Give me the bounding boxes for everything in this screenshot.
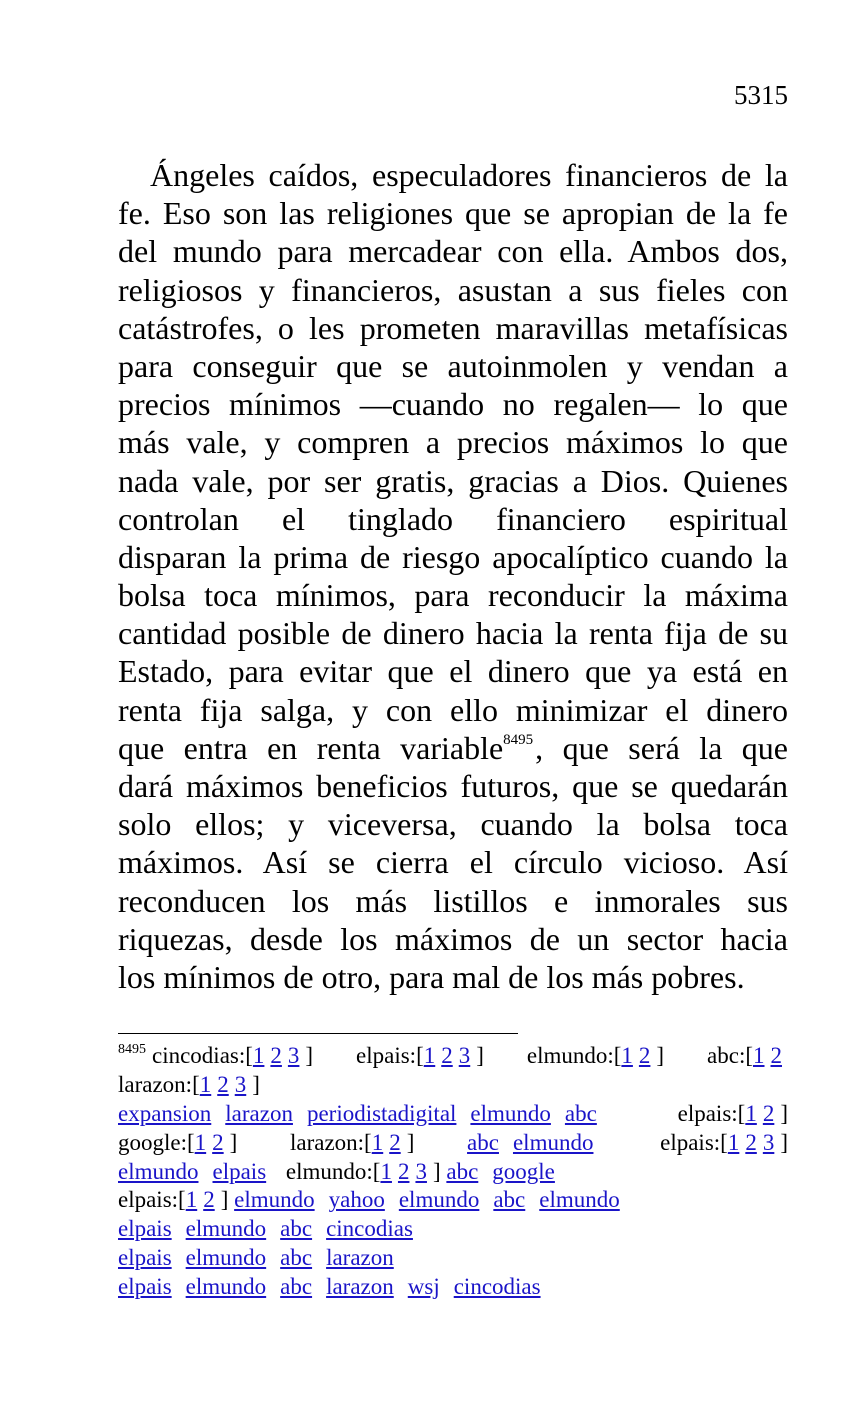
footnote-source-label: larazon:[ [289, 1129, 372, 1155]
paragraph-line: más vale, y compren a precios máximos lo que [118, 424, 788, 461]
paragraph-line: controlan el tinglado financiero espiritual [118, 500, 788, 537]
paragraph-line: fe. Eso son las religiones que se apropian de la fe [118, 195, 788, 232]
footnote-link-elmundo[interactable]: elmundo [234, 1187, 315, 1213]
footnote-source-label: ] [305, 1043, 314, 1068]
line-text-before: que entra en renta variable [118, 729, 504, 766]
footnote-separator [118, 1033, 518, 1034]
footnote-link-abc[interactable]: abc [564, 1100, 597, 1126]
footnote-number-link[interactable]: 2 [770, 1043, 782, 1068]
footnote-number-link[interactable]: 1 [727, 1129, 740, 1155]
footnote-number-link[interactable]: 2 [270, 1043, 282, 1068]
footnote-source-label: cincodias:[ [152, 1043, 253, 1068]
footnote-number-link[interactable]: 2 [397, 1158, 410, 1184]
line-text-after: , que será la que [535, 729, 788, 766]
footnote-link-elmundo[interactable]: elmundo [398, 1187, 480, 1213]
paragraph-line: renta fija salga, y con ello minimizar el dinero [118, 691, 788, 728]
footnote-link-wsj[interactable]: wsj [407, 1274, 440, 1300]
paragraph-line: Estado, para evitar que el dinero que ya está en [118, 653, 788, 690]
footnote-link-periodistadigital[interactable]: periodistadigital [306, 1100, 457, 1126]
paragraph-line: bolsa toca mínimos, para reconducir la máxima [118, 577, 788, 614]
footnote-source-label: elpais:[ [356, 1043, 424, 1068]
footnote-link-abc[interactable]: abc [493, 1187, 526, 1213]
footnote-link-abc[interactable]: abc [280, 1274, 313, 1300]
page-number: 5315 [734, 80, 788, 110]
footnote-link-elmundo[interactable]: elmundo [470, 1100, 551, 1126]
footnote-line [118, 1158, 788, 1187]
footnote-number-link[interactable]: 1 [380, 1158, 392, 1184]
footnote-source-label: elmundo:[ [285, 1158, 381, 1184]
footnote-source-label: elmundo:[ [526, 1043, 622, 1068]
footnote-source-label: elpais:[ [660, 1129, 728, 1155]
footnote-number-link[interactable]: 2 [745, 1129, 757, 1155]
footnote-line [118, 1186, 788, 1215]
paragraph-line: riquezas, desde los máximos de un sector hacia [118, 920, 788, 957]
footnote-link-abc[interactable]: abc [446, 1158, 479, 1184]
footnote-reference[interactable]: 8495 [503, 731, 534, 748]
paragraph-line: máximos. Así se cierra el círculo vicioso. Así [118, 844, 788, 881]
paragraph-line: los mínimos de otro, para mal de los más pobres. [118, 958, 745, 995]
footnote-number-link[interactable]: 2 [217, 1071, 229, 1097]
paragraph-line: religiosos y financieros, asustan a sus fieles con [118, 271, 788, 308]
footnote-source-label: ] [252, 1071, 260, 1097]
footnote-source-label: ] [476, 1043, 484, 1068]
footnote-number-link[interactable]: 1 [621, 1043, 633, 1068]
footnote-source-label: google:[ [118, 1129, 195, 1155]
footnote-number-link[interactable]: 2 [638, 1043, 651, 1068]
footnote-link-elpais[interactable]: elpais [118, 1274, 172, 1300]
footnote-link-larazon[interactable]: larazon [225, 1100, 293, 1126]
paragraph-line: solo ellos; y viceversa, cuando la bolsa toca [118, 806, 788, 843]
footnote-link-elpais[interactable]: elpais [118, 1216, 172, 1242]
footnote-line [118, 1244, 788, 1273]
paragraph-line: cantidad posible de dinero hacia la renta fija de su [118, 615, 788, 652]
footnote-line [118, 1215, 788, 1244]
paragraph-line: disparan la prima de riesgo apocalíptico cuando la [118, 538, 788, 575]
paragraph-line: del mundo para mercadear con ella. Ambos dos, [118, 233, 788, 270]
footnote-source-label: ] [220, 1187, 229, 1213]
footnote-number-link[interactable]: 2 [762, 1100, 775, 1126]
footnote-link-elpais[interactable]: elpais [118, 1245, 172, 1271]
footnote-line [118, 1100, 788, 1129]
footnote-link-elmundo[interactable]: elmundo [185, 1274, 267, 1300]
paragraph-line: nada vale, por ser gratis, gracias a Dios. Quienes [118, 462, 788, 499]
footnote-source-label: ] [780, 1100, 788, 1126]
footnote-link-larazon[interactable]: larazon [326, 1274, 394, 1300]
footnote-source-label: elpais:[ [118, 1187, 186, 1213]
footnote-number-link[interactable]: 3 [234, 1071, 247, 1097]
footnote-link-elmundo[interactable]: elmundo [539, 1187, 620, 1213]
footnote-link-larazon[interactable]: larazon [326, 1245, 394, 1271]
footnote-source-label: larazon:[ [118, 1071, 200, 1097]
footnote-source-label: ] [656, 1043, 665, 1068]
paragraph-line: para conseguir que se autoinmolen y vendan a [118, 347, 788, 384]
footnote-link-cincodias[interactable]: cincodias [326, 1216, 413, 1242]
footnote-link-elpais[interactable]: elpais [212, 1158, 267, 1184]
paragraph-line: reconducen los más listillos e inmorales sus [118, 882, 788, 919]
footnote-number-link[interactable]: 1 [753, 1043, 765, 1068]
footnote-source-label: ] [229, 1129, 238, 1155]
paragraph-line: precios mínimos —cuando no regalen— lo que [118, 386, 788, 423]
footnote-number-link[interactable]: 1 [194, 1129, 207, 1155]
footnote-number-link[interactable]: 2 [203, 1187, 215, 1213]
footnote-link-google[interactable]: google [492, 1158, 555, 1184]
footnote-line [118, 1273, 788, 1302]
paragraph-line: dará máximos beneficios futuros, que se quedarán [118, 768, 788, 804]
footnote-source-label: ] [432, 1158, 441, 1184]
footnote-line [118, 1129, 788, 1158]
footnote-line [118, 1042, 788, 1071]
paragraph-line: Ángeles caídos, especuladores financieros de la [150, 157, 788, 193]
footnote-number-link[interactable]: 3 [415, 1158, 427, 1184]
footnote-block [118, 1042, 788, 1302]
footnote-number-link[interactable]: 3 [762, 1129, 775, 1155]
footnote-link-expansion[interactable]: expansion [118, 1100, 212, 1126]
paragraph-line: catástrofes, o les prometen maravillas metafísicas [118, 309, 788, 346]
footnote-number-link[interactable]: 2 [212, 1129, 224, 1155]
footnote-source-label: abc:[ [707, 1043, 753, 1068]
footnote-source-label: ] [780, 1129, 788, 1155]
footnote-number-link[interactable]: 2 [441, 1043, 453, 1068]
footnote-number-link[interactable]: 1 [185, 1187, 198, 1213]
footnote-source-label: ] [406, 1129, 415, 1155]
paragraph-line-with-footnote-ref [118, 729, 788, 767]
footnote-number-link[interactable]: 1 [745, 1100, 757, 1126]
footnote-link-yahoo[interactable]: yahoo [328, 1187, 385, 1213]
footnote-link-cincodias[interactable]: cincodias [453, 1274, 541, 1300]
footnote-number-link[interactable]: 2 [389, 1129, 401, 1155]
footnote-source-label: elpais:[ [677, 1100, 746, 1126]
footnote-link-abc[interactable]: abc [280, 1245, 313, 1271]
footnote-link-elmundo[interactable]: elmundo [185, 1216, 267, 1242]
footnote-number-link[interactable]: 1 [371, 1129, 384, 1155]
footnote-link-elmundo[interactable]: elmundo [185, 1245, 267, 1271]
footnote-number-link[interactable]: 3 [458, 1043, 471, 1068]
footnote-number-link[interactable]: 3 [287, 1043, 300, 1068]
footnote-number-link[interactable]: 1 [252, 1043, 265, 1068]
main-paragraph [118, 156, 788, 996]
footnote-link-abc[interactable]: abc [467, 1129, 499, 1155]
footnote-link-elmundo[interactable]: elmundo [118, 1158, 199, 1184]
footnote-link-elmundo[interactable]: elmundo [512, 1129, 594, 1155]
footnote-number-link[interactable]: 1 [423, 1043, 436, 1068]
footnote-number-link[interactable]: 1 [199, 1071, 212, 1097]
footnote-number: 8495 [118, 1042, 146, 1057]
footnote-line [118, 1071, 788, 1100]
footnote-link-abc[interactable]: abc [280, 1216, 313, 1242]
